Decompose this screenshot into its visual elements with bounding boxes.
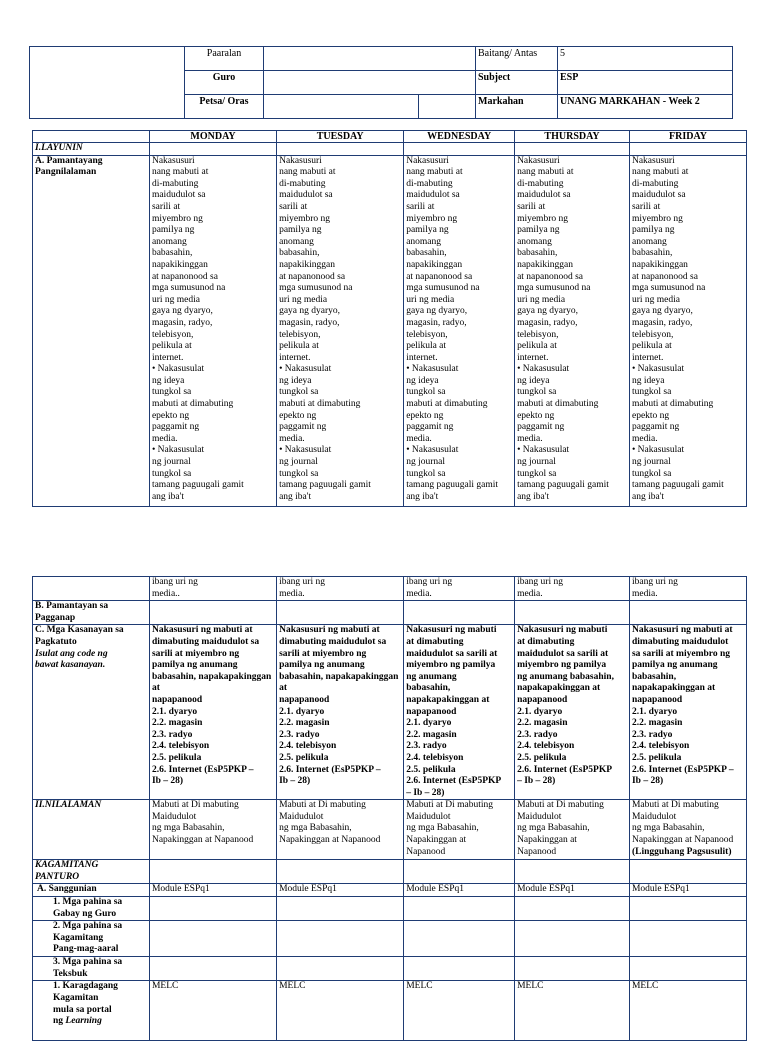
empty-cell <box>629 143 746 156</box>
subject-label: Subject <box>476 71 558 95</box>
empty-cell <box>277 921 404 957</box>
content-cell-friday <box>629 800 746 860</box>
date-label: Petsa/ Oras <box>185 95 264 119</box>
competencies-row <box>33 625 747 800</box>
reference-cell-monday: Module ESPq1 <box>149 884 276 897</box>
day-tuesday: TUESDAY <box>277 131 404 143</box>
reference-cell-wednesday: Module ESPq1 <box>404 884 515 897</box>
additional-cell-thursday: MELC <box>515 981 630 1041</box>
competencies-label: C. Mga Kasanayan sa Pagkatuto <box>35 625 124 647</box>
objectives-title-row <box>33 143 747 156</box>
grade-value: 5 <box>558 47 733 71</box>
empty-cell <box>149 897 276 921</box>
content-friday-text: Mabuti at Di mabuting Maidudulot ng mga Babasahin, Napakinggan at Napanood <box>631 800 734 846</box>
additional-materials-row <box>33 981 747 1041</box>
additional-materials-label-cell <box>33 981 150 1041</box>
empty-cell <box>629 921 746 957</box>
empty-cell <box>33 577 150 601</box>
continuation-cell-monday: ibang uri ng media.. <box>149 577 276 601</box>
lesson-plan-table-page1 <box>32 130 747 507</box>
empty-cell <box>515 957 630 981</box>
empty-cell <box>149 143 276 156</box>
empty-cell <box>404 897 515 921</box>
empty-cell <box>515 601 630 625</box>
empty-cell <box>277 957 404 981</box>
empty-cell <box>629 897 746 921</box>
empty-cell <box>629 601 746 625</box>
empty-cell <box>515 897 630 921</box>
grade-label: Baitang/ Antas <box>476 47 558 71</box>
empty-cell <box>149 921 276 957</box>
content-row <box>33 800 747 860</box>
content-standard-row <box>33 155 747 506</box>
additional-cell-monday: MELC <box>149 981 276 1041</box>
learner-pages-label: 2. Mga pahina sa Kagamitang Pang-mag-aaral <box>33 921 150 957</box>
lesson-plan-table-page2 <box>32 576 747 1041</box>
competency-cell-friday: Nakasusuri ng mabuti at dimabuting maidudulot sa sarili at miyembro ng pamilya ng anumang babasahin, napakapakinggan at napapanood 2.1. dyaryo 2.2. magasin 2.3. radyo 2.4. telebisyon 2.5. pelikula 2.6. Internet (EsP5PKP – Ib – 28) <box>629 625 746 800</box>
competency-cell-wednesday: Nakasusuri ng mabuti at dimabuting maidudulot sa sarili at miyembro ng pamilya ng anumang babasahin, napakapakinggan at napapanood 2.1. dyaryo 2.2. magasin 2.3. radyo 2.4. telebisyon 2.5. pelikula 2.6. Internet (EsP5PKP – Ib – 28) <box>404 625 515 800</box>
subject-value: ESP <box>558 71 733 95</box>
competencies-label-cell <box>33 625 150 800</box>
empty-cell <box>515 860 630 884</box>
references-label: A. Sanggunian <box>33 884 150 897</box>
header-table <box>29 46 733 119</box>
guide-pages-row <box>33 897 747 921</box>
additional-cell-tuesday: MELC <box>277 981 404 1041</box>
competencies-note: Isulat ang code ng bawat kasanayan. <box>35 648 108 671</box>
objective-cell-tuesday: Nakasusuri nang mabuti at di-mabuting maidudulot sa sarili at miyembro ng pamilya ng anomang babasahin, napakikinggan at napanonood sa mga sumusunod na uri ng media gaya ng dyaryo, magasin, radyo, telebisyon, pelikula at internet. • Nakasusulat ng ideya tungkol sa mabuti at dimabuting epekto ng paggamit ng media. • Nakasusulat ng journal tungkol sa tamang paguugali gamit ang iba't <box>277 155 404 506</box>
day-thursday: THURSDAY <box>515 131 630 143</box>
empty-cell <box>149 601 276 625</box>
continuation-row <box>33 577 747 601</box>
materials-label: KAGAMITANG PANTURO <box>33 860 150 884</box>
objectives-title: I.LAYUNIN <box>33 143 150 156</box>
teacher-label: Guro <box>185 71 264 95</box>
objective-cell-wednesday: Nakasusuri nang mabuti at di-mabuting maidudulot sa sarili at miyembro ng pamilya ng anomang babasahin, napakikinggan at napanonood sa mga sumusunod na uri ng media gaya ng dyaryo, magasin, radyo, telebisyon, pelikula at internet. • Nakasusulat ng ideya tungkol sa mabuti at dimabuting epekto ng paggamit ng media. • Nakasusulat ng journal tungkol sa tamang paguugali gamit ang iba't <box>404 155 515 506</box>
empty-cell <box>515 143 630 156</box>
competency-cell-tuesday: Nakasusuri ng mabuti at dimabuting maidudulot sa sarili at miyembro ng pamilya ng anumang babasahin, napakapakinggan at napapanood 2.1. dyaryo 2.2. magasin 2.3. radyo 2.4. telebisyon 2.5. pelikula 2.6. Internet (EsP5PKP – Ib – 28) <box>277 625 404 800</box>
competency-cell-thursday: Nakasusuri ng mabuti at dimabuting maidudulot sa sarili at miyembro ng pamilya ng anumang babasahin, napakapakinggan at napapanood 2.1. dyaryo 2.2. magasin 2.3. radyo 2.4. telebisyon 2.5. pelikula 2.6. Internet (EsP5PKP – Ib – 28) <box>515 625 630 800</box>
empty-cell <box>277 897 404 921</box>
school-label: Paaralan <box>185 47 264 71</box>
school-value <box>264 47 476 71</box>
empty-cell <box>404 143 515 156</box>
textbook-pages-label: 3. Mga pahina sa Teksbuk <box>33 957 150 981</box>
empty-cell <box>277 143 404 156</box>
content-cell-tuesday: Mabuti at Di mabuting Maidudulot ng mga Babasahin, Napakinggan at Napanood <box>277 800 404 860</box>
additional-materials-label: 1. Karagdagang Kagamitan mula sa portal ng <box>53 981 118 1027</box>
date-value <box>264 95 419 119</box>
textbook-pages-row <box>33 957 747 981</box>
additional-cell-friday: MELC <box>629 981 746 1041</box>
additional-cell-wednesday: MELC <box>404 981 515 1041</box>
empty-cell <box>404 957 515 981</box>
reference-cell-friday: Module ESPq1 <box>629 884 746 897</box>
teacher-value <box>264 71 476 95</box>
date-extra-cell <box>419 95 476 119</box>
quarter-value: UNANG MARKAHAN - Week 2 <box>558 95 733 119</box>
continuation-cell-wednesday: ibang uri ng media. <box>404 577 515 601</box>
empty-cell <box>149 860 276 884</box>
continuation-cell-tuesday: ibang uri ng media. <box>277 577 404 601</box>
weekly-test-label: (Lingguhang Pagsusulit) <box>631 846 732 857</box>
empty-cell <box>149 957 276 981</box>
objective-cell-thursday: Nakasusuri nang mabuti at di-mabuting maidudulot sa sarili at miyembro ng pamilya ng anomang babasahin, napakikinggan at napanonood sa mga sumusunod na uri ng media gaya ng dyaryo, magasin, radyo, telebisyon, pelikula at internet. • Nakasusulat ng ideya tungkol sa mabuti at dimabuting epekto ng paggamit ng media. • Nakasusulat ng journal tungkol sa tamang paguugali gamit ang iba't <box>515 155 630 506</box>
objective-cell-monday: Nakasusuri nang mabuti at di-mabuting maidudulot sa sarili at miyembro ng pamilya ng anomang babasahin, napakikinggan at napanonood sa mga sumusunod na uri ng media gaya ng dyaryo, magasin, radyo, telebisyon, pelikula at internet. • Nakasusulat ng ideya tungkol sa mabuti at dimabuting epekto ng paggamit ng media. • Nakasusulat ng journal tungkol sa tamang paguugali gamit ang iba't <box>149 155 276 506</box>
header-logo-cell <box>30 47 185 119</box>
continuation-cell-friday: ibang uri ng media. <box>629 577 746 601</box>
objective-cell-friday: Nakasusuri nang mabuti at di-mabuting maidudulot sa sarili at miyembro ng pamilya ng anomang babasahin, napakikinggan at napanonood sa mga sumusunod na uri ng media gaya ng dyaryo, magasin, radyo, telebisyon, pelikula at internet. • Nakasusulat ng ideya tungkol sa mabuti at dimabuting epekto ng paggamit ng media. • Nakasusulat ng journal tungkol sa tamang paguugali gamit ang iba't <box>629 155 746 506</box>
additional-materials-label-italic: Learning <box>65 1016 102 1027</box>
empty-cell <box>277 860 404 884</box>
empty-cell <box>404 601 515 625</box>
guide-pages-label: 1. Mga pahina sa Gabay ng Guro <box>33 897 150 921</box>
empty-cell <box>629 860 746 884</box>
reference-cell-thursday: Module ESPq1 <box>515 884 630 897</box>
day-header-row <box>33 131 747 143</box>
empty-cell <box>404 860 515 884</box>
empty-cell <box>404 921 515 957</box>
empty-cell <box>629 957 746 981</box>
empty-cell <box>515 921 630 957</box>
quarter-label: Markahan <box>476 95 558 119</box>
content-cell-monday: Mabuti at Di mabuting Maidudulot ng mga Babasahin, Napakinggan at Napanood <box>149 800 276 860</box>
day-wednesday: WEDNESDAY <box>404 131 515 143</box>
references-row <box>33 884 747 897</box>
performance-standard-row <box>33 601 747 625</box>
materials-row <box>33 860 747 884</box>
competency-cell-monday: Nakasusuri ng mabuti at dimabuting maidudulot sa sarili at miyembro ng pamilya ng anumang babasahin, napakapakinggan at napapanood 2.1. dyaryo 2.2. magasin 2.3. radyo 2.4. telebisyon 2.5. pelikula 2.6. Internet (EsP5PKP – Ib – 28) <box>149 625 276 800</box>
day-friday: FRIDAY <box>629 131 746 143</box>
content-label: II.NILALAMAN <box>33 800 150 860</box>
performance-standard-label: B. Pamantayan sa Pagganap <box>33 601 150 625</box>
content-cell-wednesday: Mabuti at Di mabuting Maidudulot ng mga Babasahin, Napakinggan at Napanood <box>404 800 515 860</box>
content-standard-label: A. Pamantayang Pangnilalaman <box>33 155 150 506</box>
empty-cell <box>277 601 404 625</box>
reference-cell-tuesday: Module ESPq1 <box>277 884 404 897</box>
continuation-cell-thursday: ibang uri ng media. <box>515 577 630 601</box>
day-monday: MONDAY <box>149 131 276 143</box>
day-header-blank <box>33 131 150 143</box>
learner-pages-row <box>33 921 747 957</box>
content-cell-thursday: Mabuti at Di mabuting Maidudulot ng mga Babasahin, Napakinggan at Napanood <box>515 800 630 860</box>
